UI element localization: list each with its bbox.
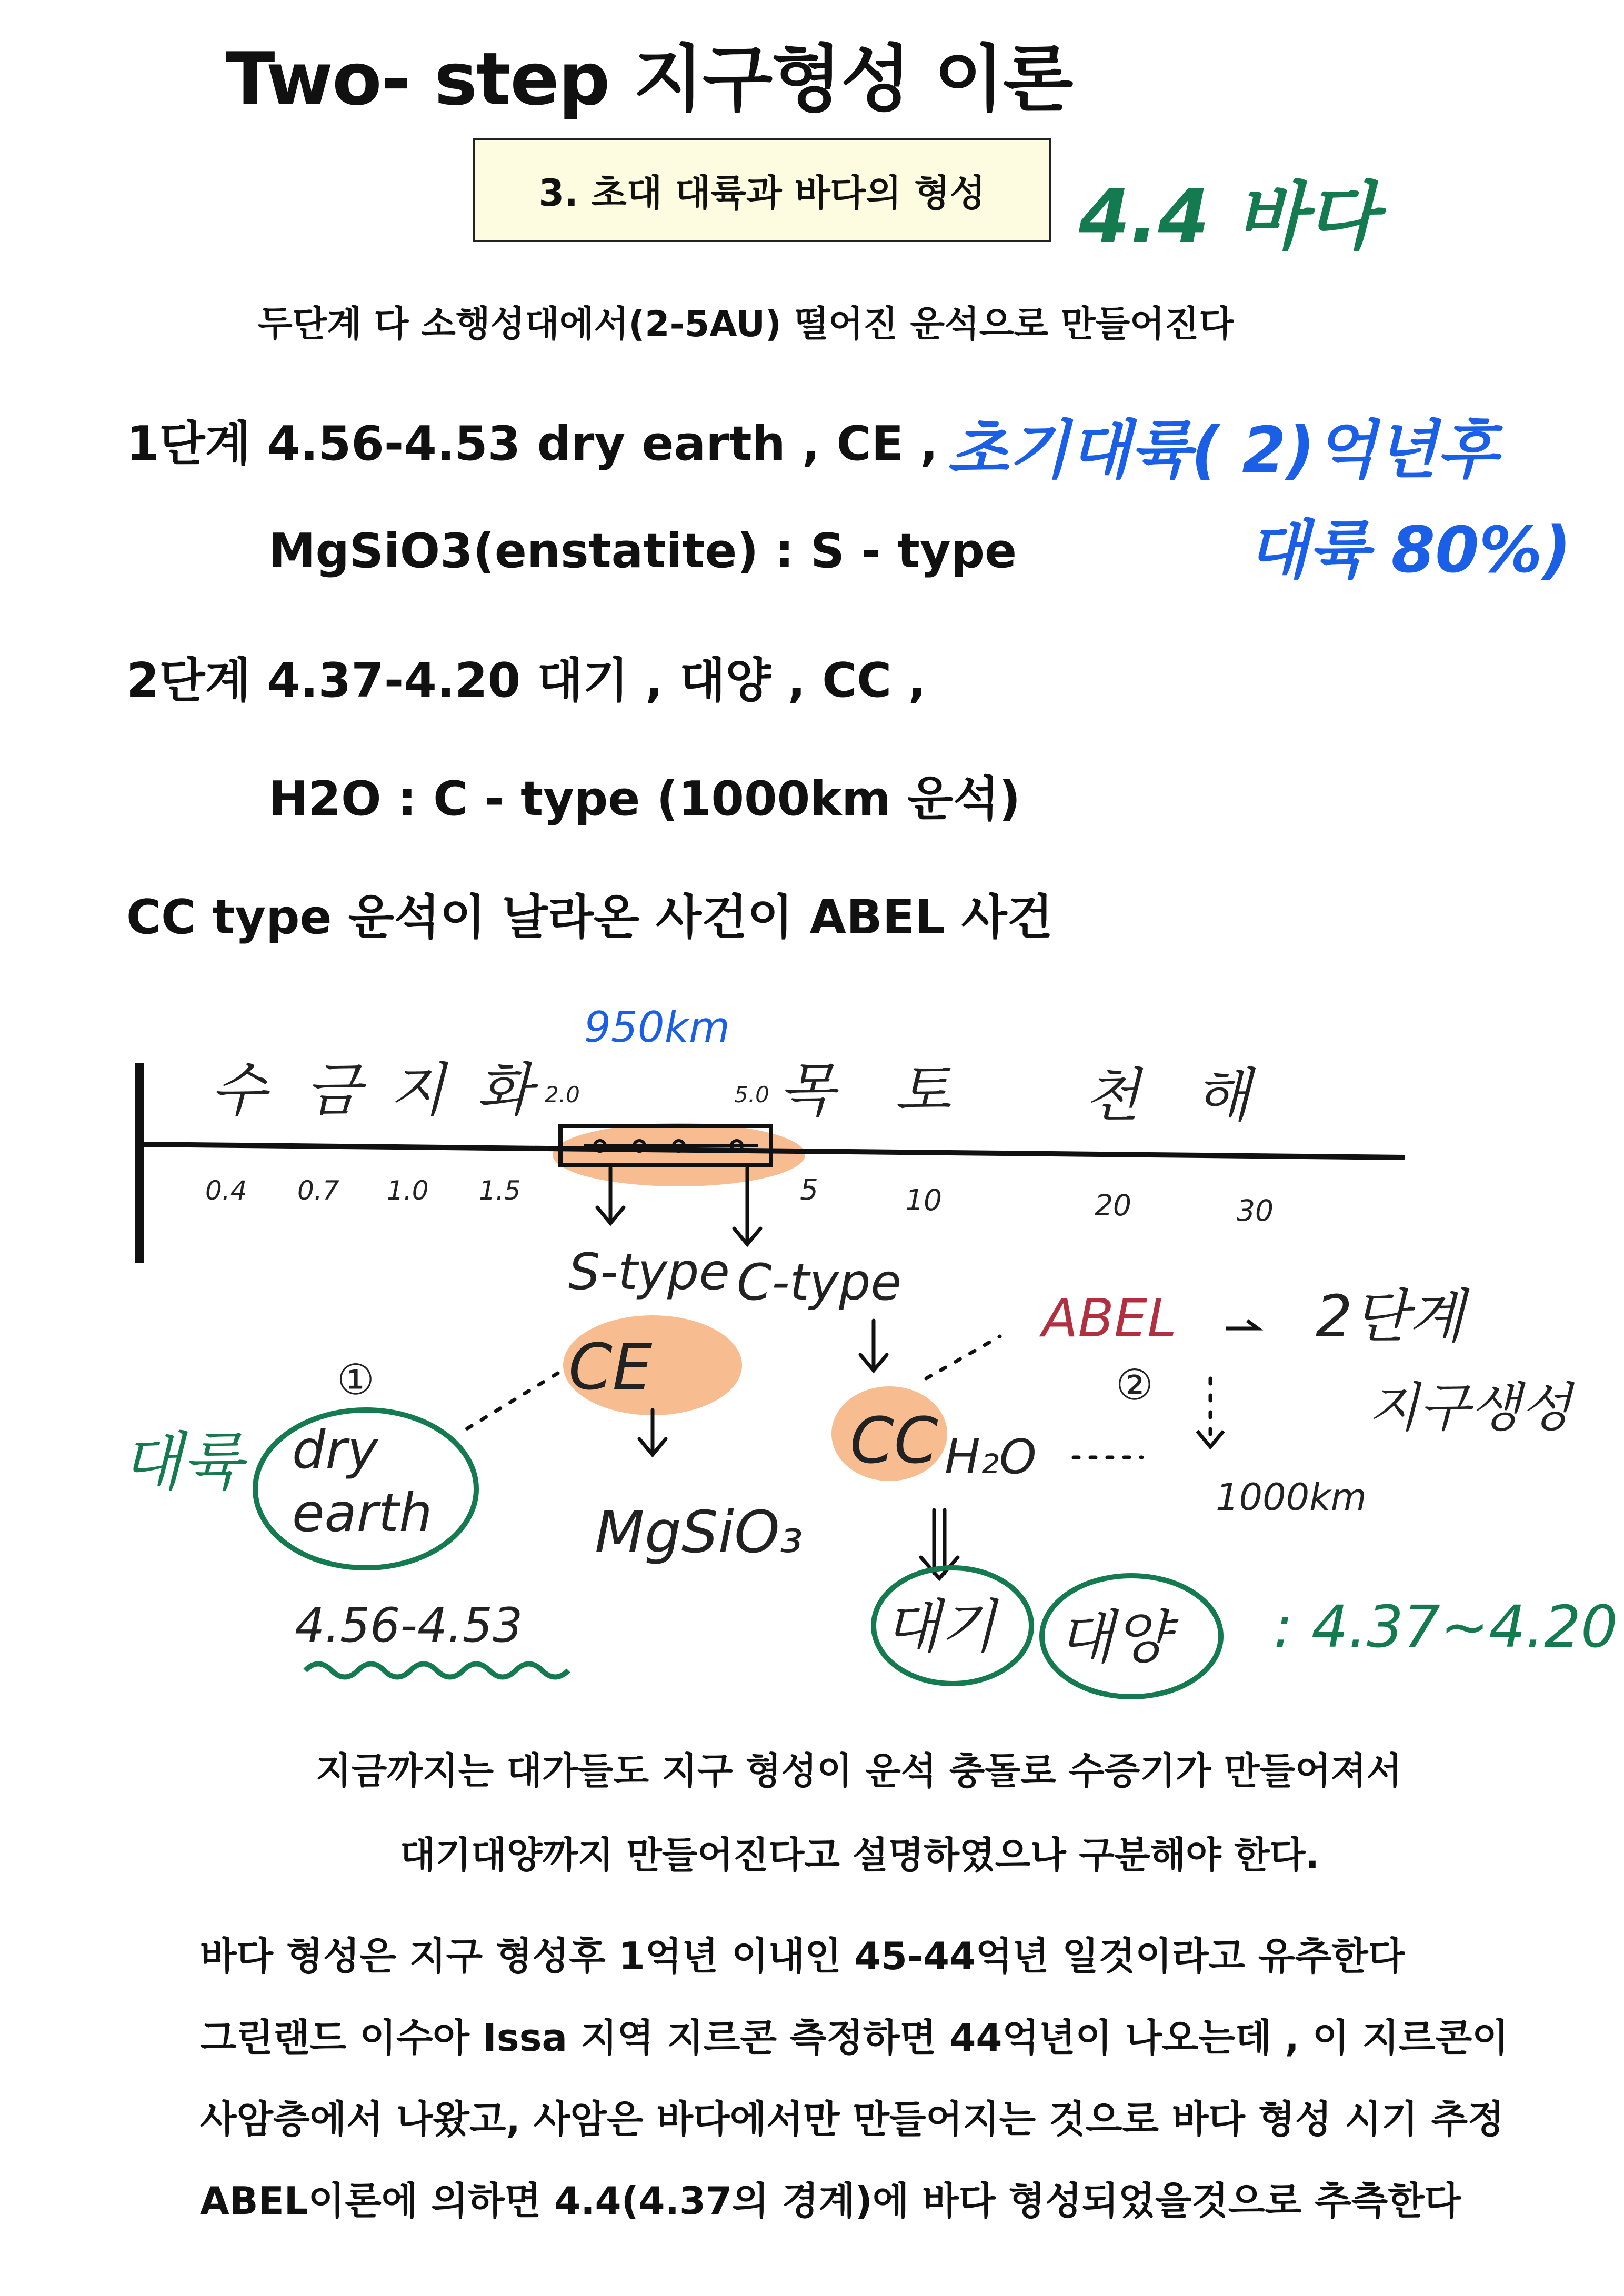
atmos-label: 대기 [884,1593,996,1660]
para2-line: 바다 형성은 지구 형성후 1억년 이내인 45-44억년 일것이라고 유추한다 [200,1934,1405,1978]
abel-line: CC type 운석이 날라온 사건이 ABEL 사건 [126,890,1053,945]
planet-mercury: 수 [210,1056,267,1124]
abel-label: ABEL [1042,1287,1177,1349]
page-title: Two- step 지구형성 이론 [225,37,1072,122]
c-type-label: C-type [737,1254,901,1312]
planet-mars: 화 [476,1056,533,1124]
blue-note-line1: 초기대륙( 2)억년후 [947,414,1498,487]
au-tick: 30 [1237,1194,1274,1227]
planet-saturn: 토 [895,1056,951,1124]
belt-start: 2.0 [545,1082,580,1107]
handwritten-sea-note: 4.4 바다 [1079,174,1378,260]
ocean-label: 대양 [1058,1604,1170,1671]
au-tick: 10 [905,1183,942,1217]
cc-label: CC [850,1405,938,1478]
subtitle: 두단계 다 소행성대에서(2-5AU) 떨어진 운석으로 만들어진다 [258,304,1234,345]
stage2-label: 2단계 [1316,1283,1465,1350]
age2-label: : 4.37~4.20 [1274,1593,1618,1660]
au-tick: 1.5 [479,1175,521,1206]
para1-line1: 지금까지는 대가들도 지구 형성이 운석 충돌로 수증기가 만들어져서 [316,1749,1402,1793]
km1000-label: 1000km [1216,1476,1367,1519]
ce-label: CE [568,1331,653,1404]
au-tick: 5 [800,1173,818,1206]
au-tick: 0.7 [297,1175,339,1206]
planet-earth: 지 [389,1056,446,1124]
au-tick: 1.0 [387,1175,429,1206]
circle1-label: ① [337,1355,375,1404]
section-box: 3. 초대 대륙과 바다의 형성 [473,138,1051,242]
s-type-label: S-type [568,1243,730,1301]
para1-line2: 대기대양까지 만들어진다고 설명하였으나 구분해야 한다. [400,1834,1319,1877]
stage1-line1: 1단계 4.56-4.53 dry earth , CE , [126,416,938,471]
au-tick: 0.4 [205,1175,247,1206]
mgsio3-label: MgSiO₃ [595,1498,803,1566]
stage1-line2: MgSiO3(enstatite) : S - type [268,523,1017,579]
para2-line: 사암층에서 나왔고, 사암은 바다에서만 만들어지는 것으로 바다 형성 시기 추정 [200,2097,1505,2141]
au-tick: 20 [1095,1189,1131,1222]
planet-venus: 금 [305,1056,362,1124]
stage2-line1: 2단계 4.37-4.20 대기 , 대양 , CC , [126,653,926,708]
planet-neptune: 해 [1195,1062,1251,1129]
h2o-label: H₂O [945,1429,1037,1485]
blue-note-line2: 대륙 80%) [1247,514,1571,587]
earth-label: earth [292,1482,433,1544]
stage2-line2: H2O : C - type (1000km 운석) [268,771,1021,827]
dry-label: dry [292,1419,378,1481]
planet-jupiter: 목 [779,1056,835,1124]
belt-highlight [553,1123,805,1186]
earth-form-label: 지구생성 [1368,1377,1572,1438]
para2-line: 그린랜드 이수아 Issa 지역 지르콘 측정하면 44억년이 나오는데 , 이 지르콘이 [200,2016,1509,2060]
belt-size-label: 950km [584,1003,730,1052]
continent-label: 대륙 [121,1426,243,1499]
belt-end: 5.0 [734,1082,769,1107]
para2-line: ABEL이론에 의하면 4.4(4.37의 경계)에 바다 형성되었을것으로 추측한다 [200,2179,1461,2223]
age1-label: 4.56-4.53 [295,1598,523,1653]
planet-uranus: 천 [1084,1062,1140,1129]
circle2-label: ② [1116,1361,1154,1409]
